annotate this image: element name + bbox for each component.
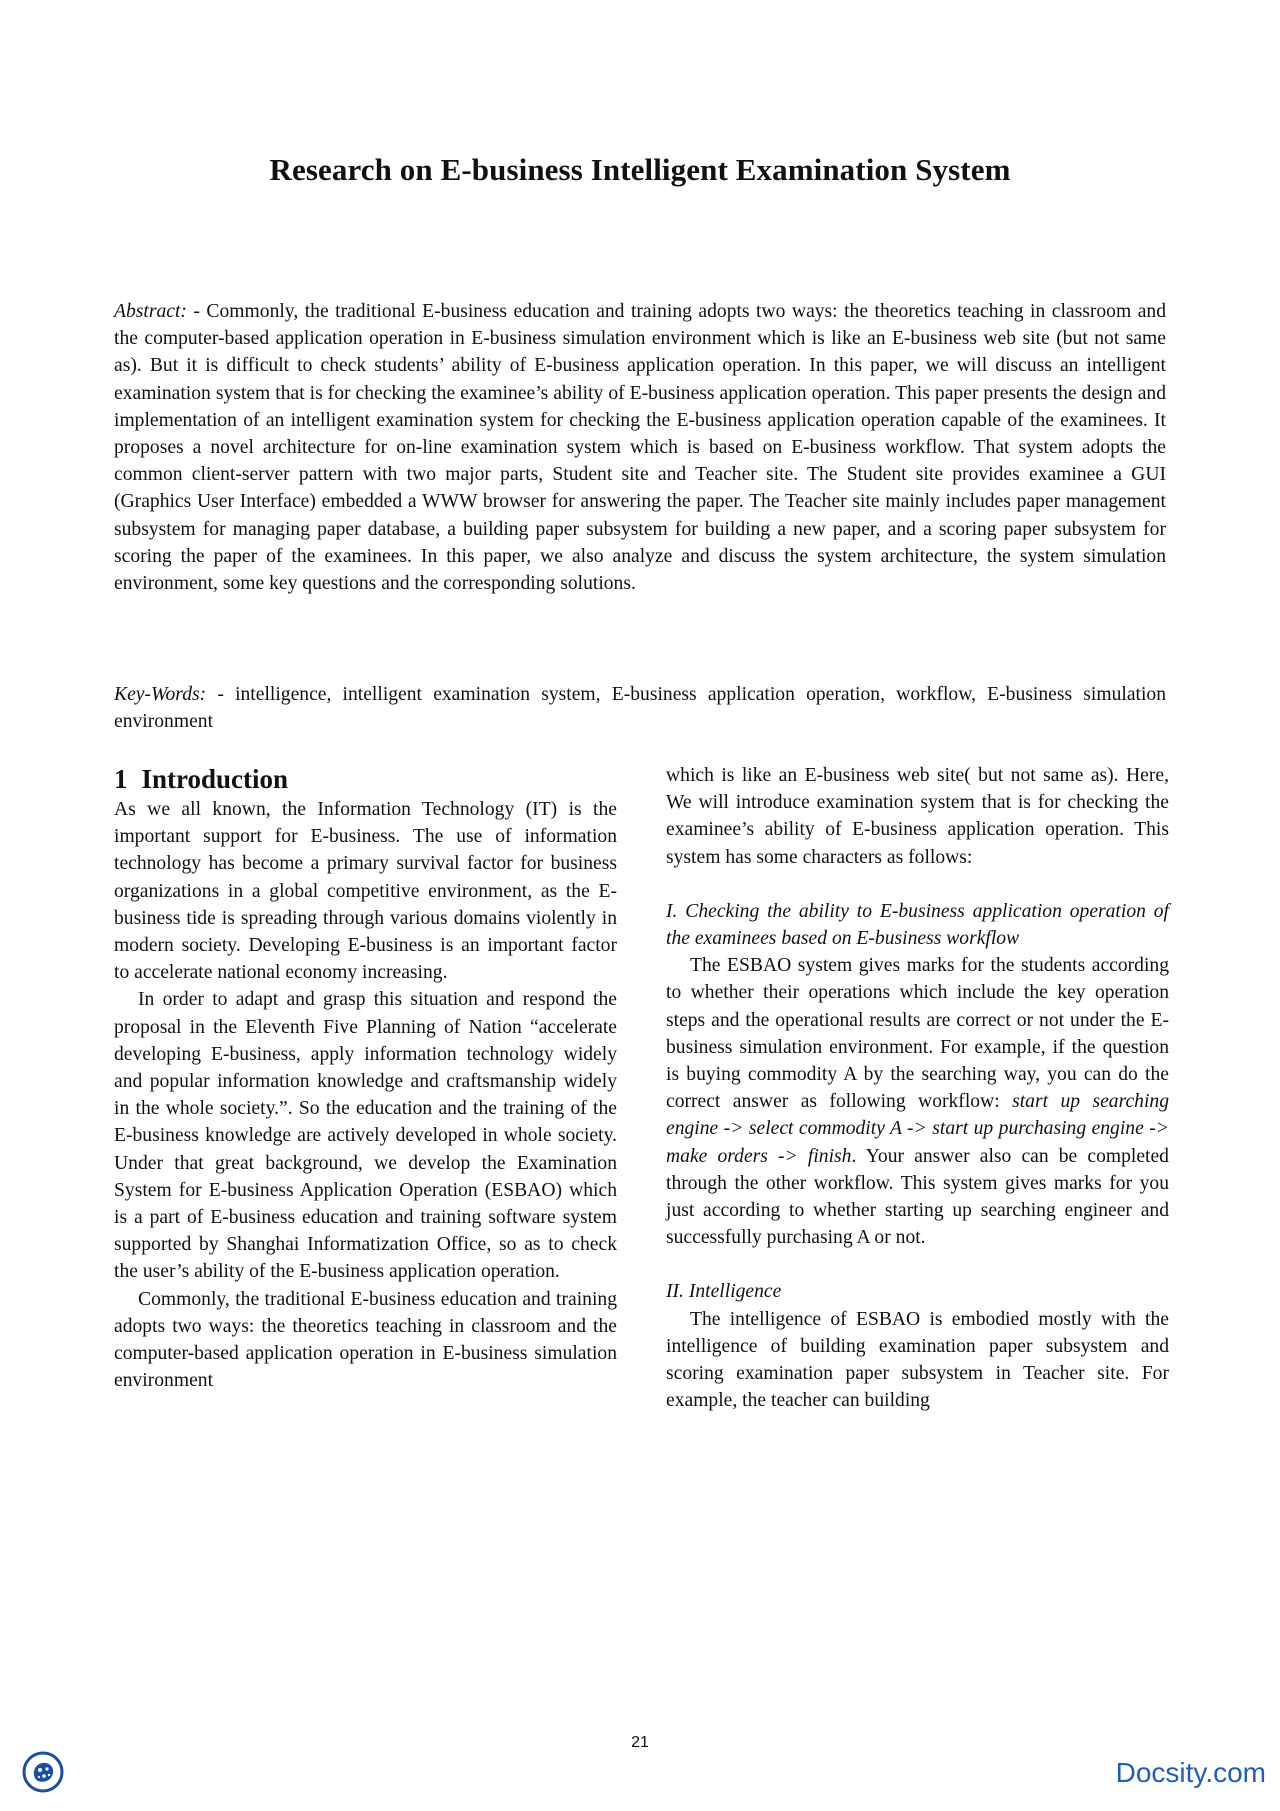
paragraph-text: . Your answer also can be completed through the other workflow. This system gives marks for you just according to whether starting up searching engineer and successfully purchasing A or not. — [666, 1145, 1169, 1249]
page-number: 21 — [631, 1734, 649, 1751]
intro-paragraph-2: In order to adapt and grasp this situation and respond the proposal in the Eleventh Five Planning of Nation “accelerate developing E-business, apply information technology widely and popular information knowledge and craftsmanship widely in the whole society.”. So the education and the training of the E-business knowledge are actively developed in whole society. Under that great background, we develop the Examination System for E-business Application Operation (ESBAO) which is a part of E-business education and training software system supported by Shanghai Informatization Office, so as to check the user’s ability of the E-business application operation. — [114, 989, 617, 1283]
subsection-paragraph-intelligence: The intelligence of ESBAO is embodied mostly with the intelligence of building examination paper subsystem and scoring examination paper subsystem in Teacher site. For example, the teacher can building — [666, 1308, 1169, 1412]
keywords-text: - intelligence, intelligent examination system, E-business application operation, workflow, E-business simulation environment — [114, 684, 1166, 733]
section-title: Introduction — [141, 764, 289, 794]
section-heading-introduction — [114, 762, 617, 796]
abstract-label: Abstract: — [114, 301, 187, 322]
keywords-label: Key-Words: — [114, 684, 207, 705]
intro-paragraph-1: As we all known, the Information Technology (IT) is the important support for E-business. The use of information technology has become a primary survival factor for business organizations in a global competitive environment, as the E-business tide is spreading through various domains violently in modern society. Developing E-business is an important factor to accelerate national economy increasing. — [114, 799, 617, 984]
intro-paragraph-3: Commonly, the traditional E-business education and training adopts two ways: the theoretics teaching in classroom and the computer-based application operation in E-business simulation environment — [114, 1288, 617, 1392]
abstract-text: - Commonly, the traditional E-business education and training adopts two ways: the theoretics teaching in classroom and the computer-based application operation in E-business simulation environment which is like an E-business web site (but not same as). But it is difficult to check students’ ability of E-business application operation. In this paper, we will discuss an intelligent examination system that is for checking the examinee’s ability of E-business application operation. This paper presents the design and implementation of an intelligent examination system for checking the E-business application operation capable of the examinees. It proposes a novel architecture for on-line examination system which is based on E-business workflow. That system adopts the common client-server pattern with two major parts, Student site and Teacher site. The Student site provides examinee a GUI (Graphics User Interface) embedded a WWW browser for answering the paper. The Teacher site mainly includes paper management subsystem for managing paper database, a building paper subsystem for building a new paper, and a scoring paper subsystem for scoring the paper of the examinees. In this paper, we also analyze and discuss the system architecture, the system simulation environment, some key questions and the corresponding solutions. — [114, 301, 1166, 595]
docsity-logo-icon[interactable] — [21, 1750, 65, 1794]
section-number: 1 — [114, 764, 128, 794]
keywords — [114, 681, 1166, 735]
subsection-heading-intelligence: II. Intelligence — [666, 1281, 782, 1303]
paper-title: Research on E-business Intelligent Examination System — [269, 152, 1011, 187]
left-column — [114, 762, 617, 1394]
subsection-heading-checking-ability: I. Checking the ability to E-business application operation of the examinees based on E-business workflow — [666, 900, 1169, 950]
workflow-example: start up searching engine -> select commodity A -> start up purchasing engine -> make orders -> finish — [666, 1091, 1169, 1167]
docsity-brand-link[interactable]: Docsity.com — [1115, 1757, 1266, 1788]
abstract — [114, 298, 1166, 597]
paragraph-text: The ESBAO system gives marks for the students according to whether their operations which include the key operation steps and the operational results are correct or not under the E-business simulation environment. For example, if the question is buying commodity A by the searching way, you can do the correct answer as following workflow: — [666, 955, 1169, 1113]
subsection-paragraph-checking-ability — [666, 952, 1169, 1251]
intro-paragraph-3-continued: which is like an E-business web site( but not same as). Here, We will introduce examination system that is for checking the examinee’s ability of E-business application operation. This system has some characters as follows: — [666, 765, 1169, 868]
right-column — [666, 762, 1169, 1414]
